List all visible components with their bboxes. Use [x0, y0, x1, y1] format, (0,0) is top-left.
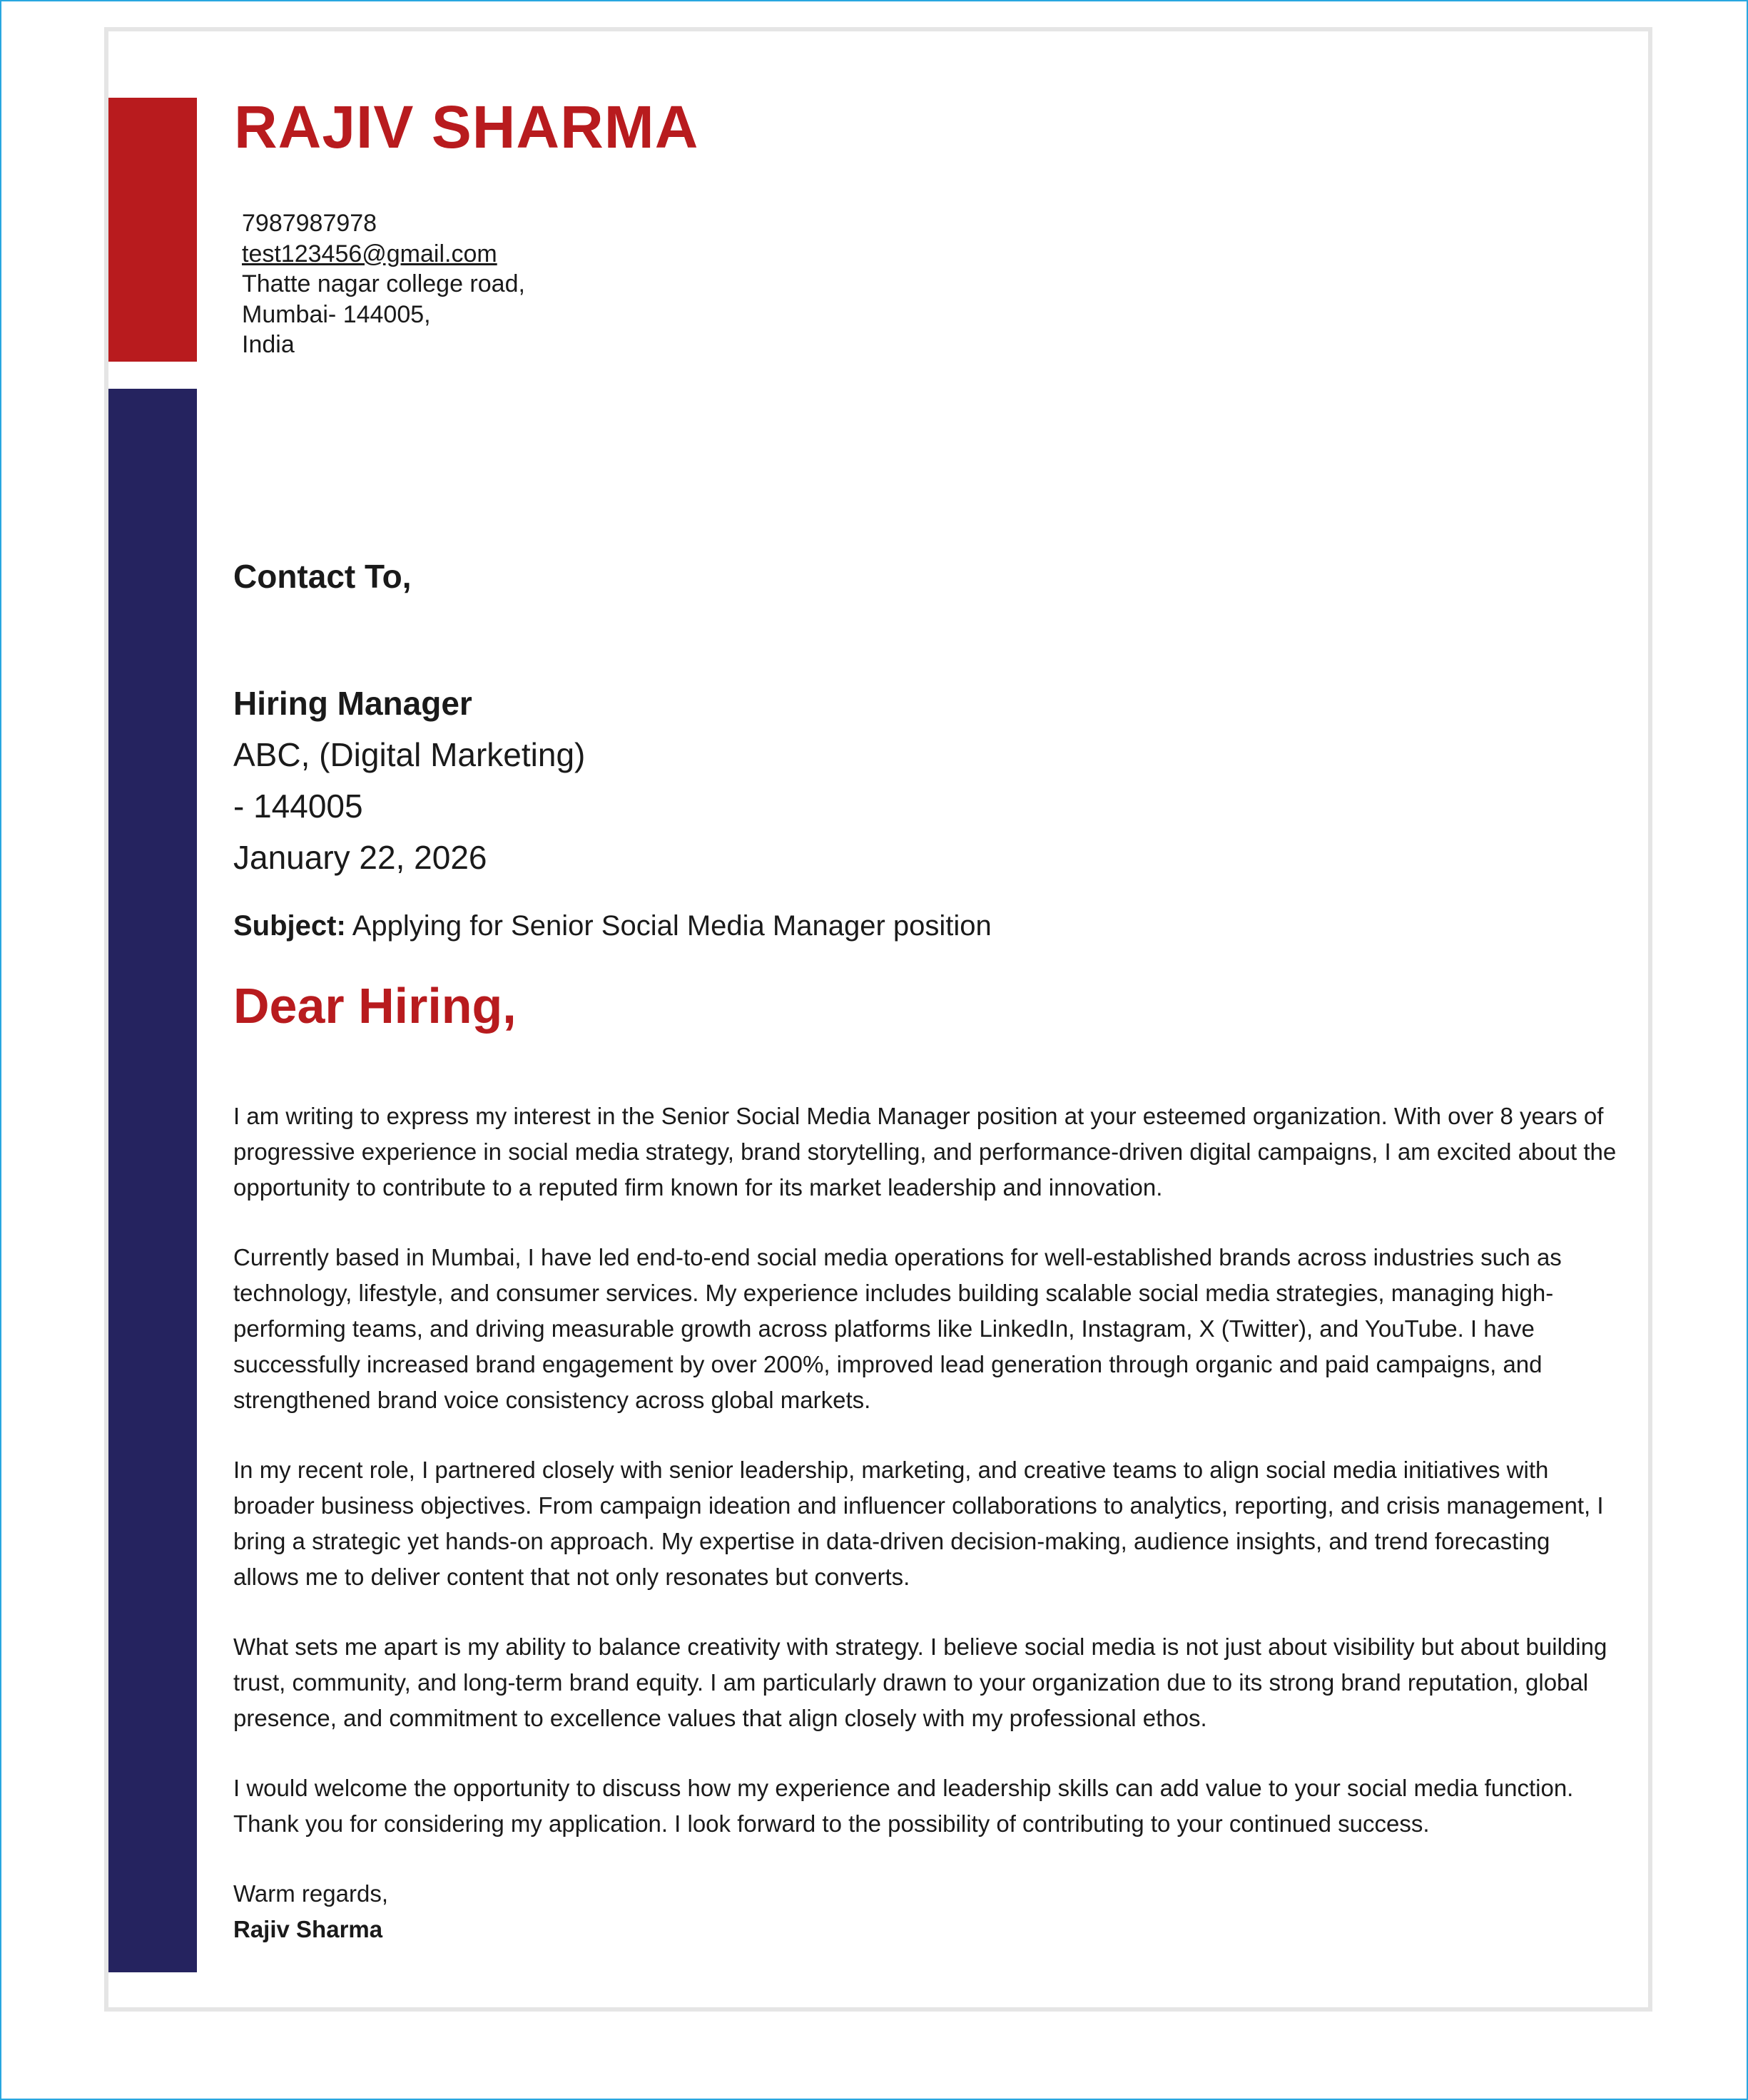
subject-label: Subject: [233, 910, 346, 942]
body-paragraph-1: I am writing to express my interest in the Senior Social Media Manager position at your esteemed organization. With over 8 years of progressive experience in social media strategy, brand storytelling, and performance-driven digital campaigns, I am excited about the opportunity to contribute to a reputed firm known for its market leadership and innovation. [233, 1103, 1617, 1201]
sender-email-link[interactable]: test123456@gmail.com [242, 240, 497, 267]
subject-line [233, 906, 992, 946]
recipient-postal: - 144005 [233, 788, 363, 825]
accent-bar-red [108, 98, 197, 362]
sender-address-line-2: Mumbai- 144005, [242, 300, 431, 328]
valediction: Warm regards, [233, 1880, 388, 1907]
accent-bar-navy [108, 389, 197, 1972]
body-paragraph-2: Currently based in Mumbai, I have led end-to-end social media operations for well-established brands across industries such as technology, lifestyle, and consumer services. My experience includes building scalable social media strategies, managing high-performing teams, and driving measurable growth across platforms like LinkedIn, Instagram, X (Twitter), and YouTube. I have successfully increased brand engagement by over 200%, improved lead generation through organic and paid campaigns, and strengthened brand voice consistency across global markets. [233, 1244, 1562, 1413]
sender-name: RAJIV SHARMA [234, 93, 699, 160]
letter-date: January 22, 2026 [233, 839, 487, 876]
closing-block [233, 1876, 388, 1947]
sender-address-line-3: India [242, 331, 295, 358]
recipient-company: ABC, (Digital Marketing) [233, 736, 586, 773]
body-paragraph-4: What sets me apart is my ability to balance creativity with strategy. I believe social media is not just about visibility but about building trust, community, and long-term brand equity. I am particularly drawn to your organization due to its strong brand reputation, global presence, and commitment to excellence values that align closely with my professional ethos. [233, 1633, 1607, 1731]
contact-to-heading: Contact To, [233, 558, 412, 595]
sender-phone: 7987987978 [242, 210, 377, 237]
salutation: Dear Hiring, [233, 978, 517, 1034]
body-paragraph-5: I would welcome the opportunity to discuss how my experience and leadership skills can add value to your social media function. Thank you for considering my application. I look forward to the possibility of contributing to your continued success. [233, 1775, 1574, 1837]
recipient-name: Hiring Manager [233, 685, 472, 722]
body-paragraph-3: In my recent role, I partnered closely with senior leadership, marketing, and creative teams to align social media initiatives with broader business objectives. From campaign ideation and influencer collaborations to analytics, reporting, and crisis management, I bring a strategic yet hands-on approach. My expertise in data-driven decision-making, audience insights, and trend forecasting allows me to deliver content that not only resonates but converts. [233, 1457, 1604, 1590]
sender-address-line-1: Thatte nagar college road, [242, 270, 525, 297]
recipient-block [233, 678, 585, 883]
subject-text: Applying for Senior Social Media Manager position [352, 910, 992, 942]
sender-contact-block [242, 208, 525, 360]
letter-body [233, 1099, 1617, 1876]
signature-name: Rajiv Sharma [233, 1916, 383, 1942]
